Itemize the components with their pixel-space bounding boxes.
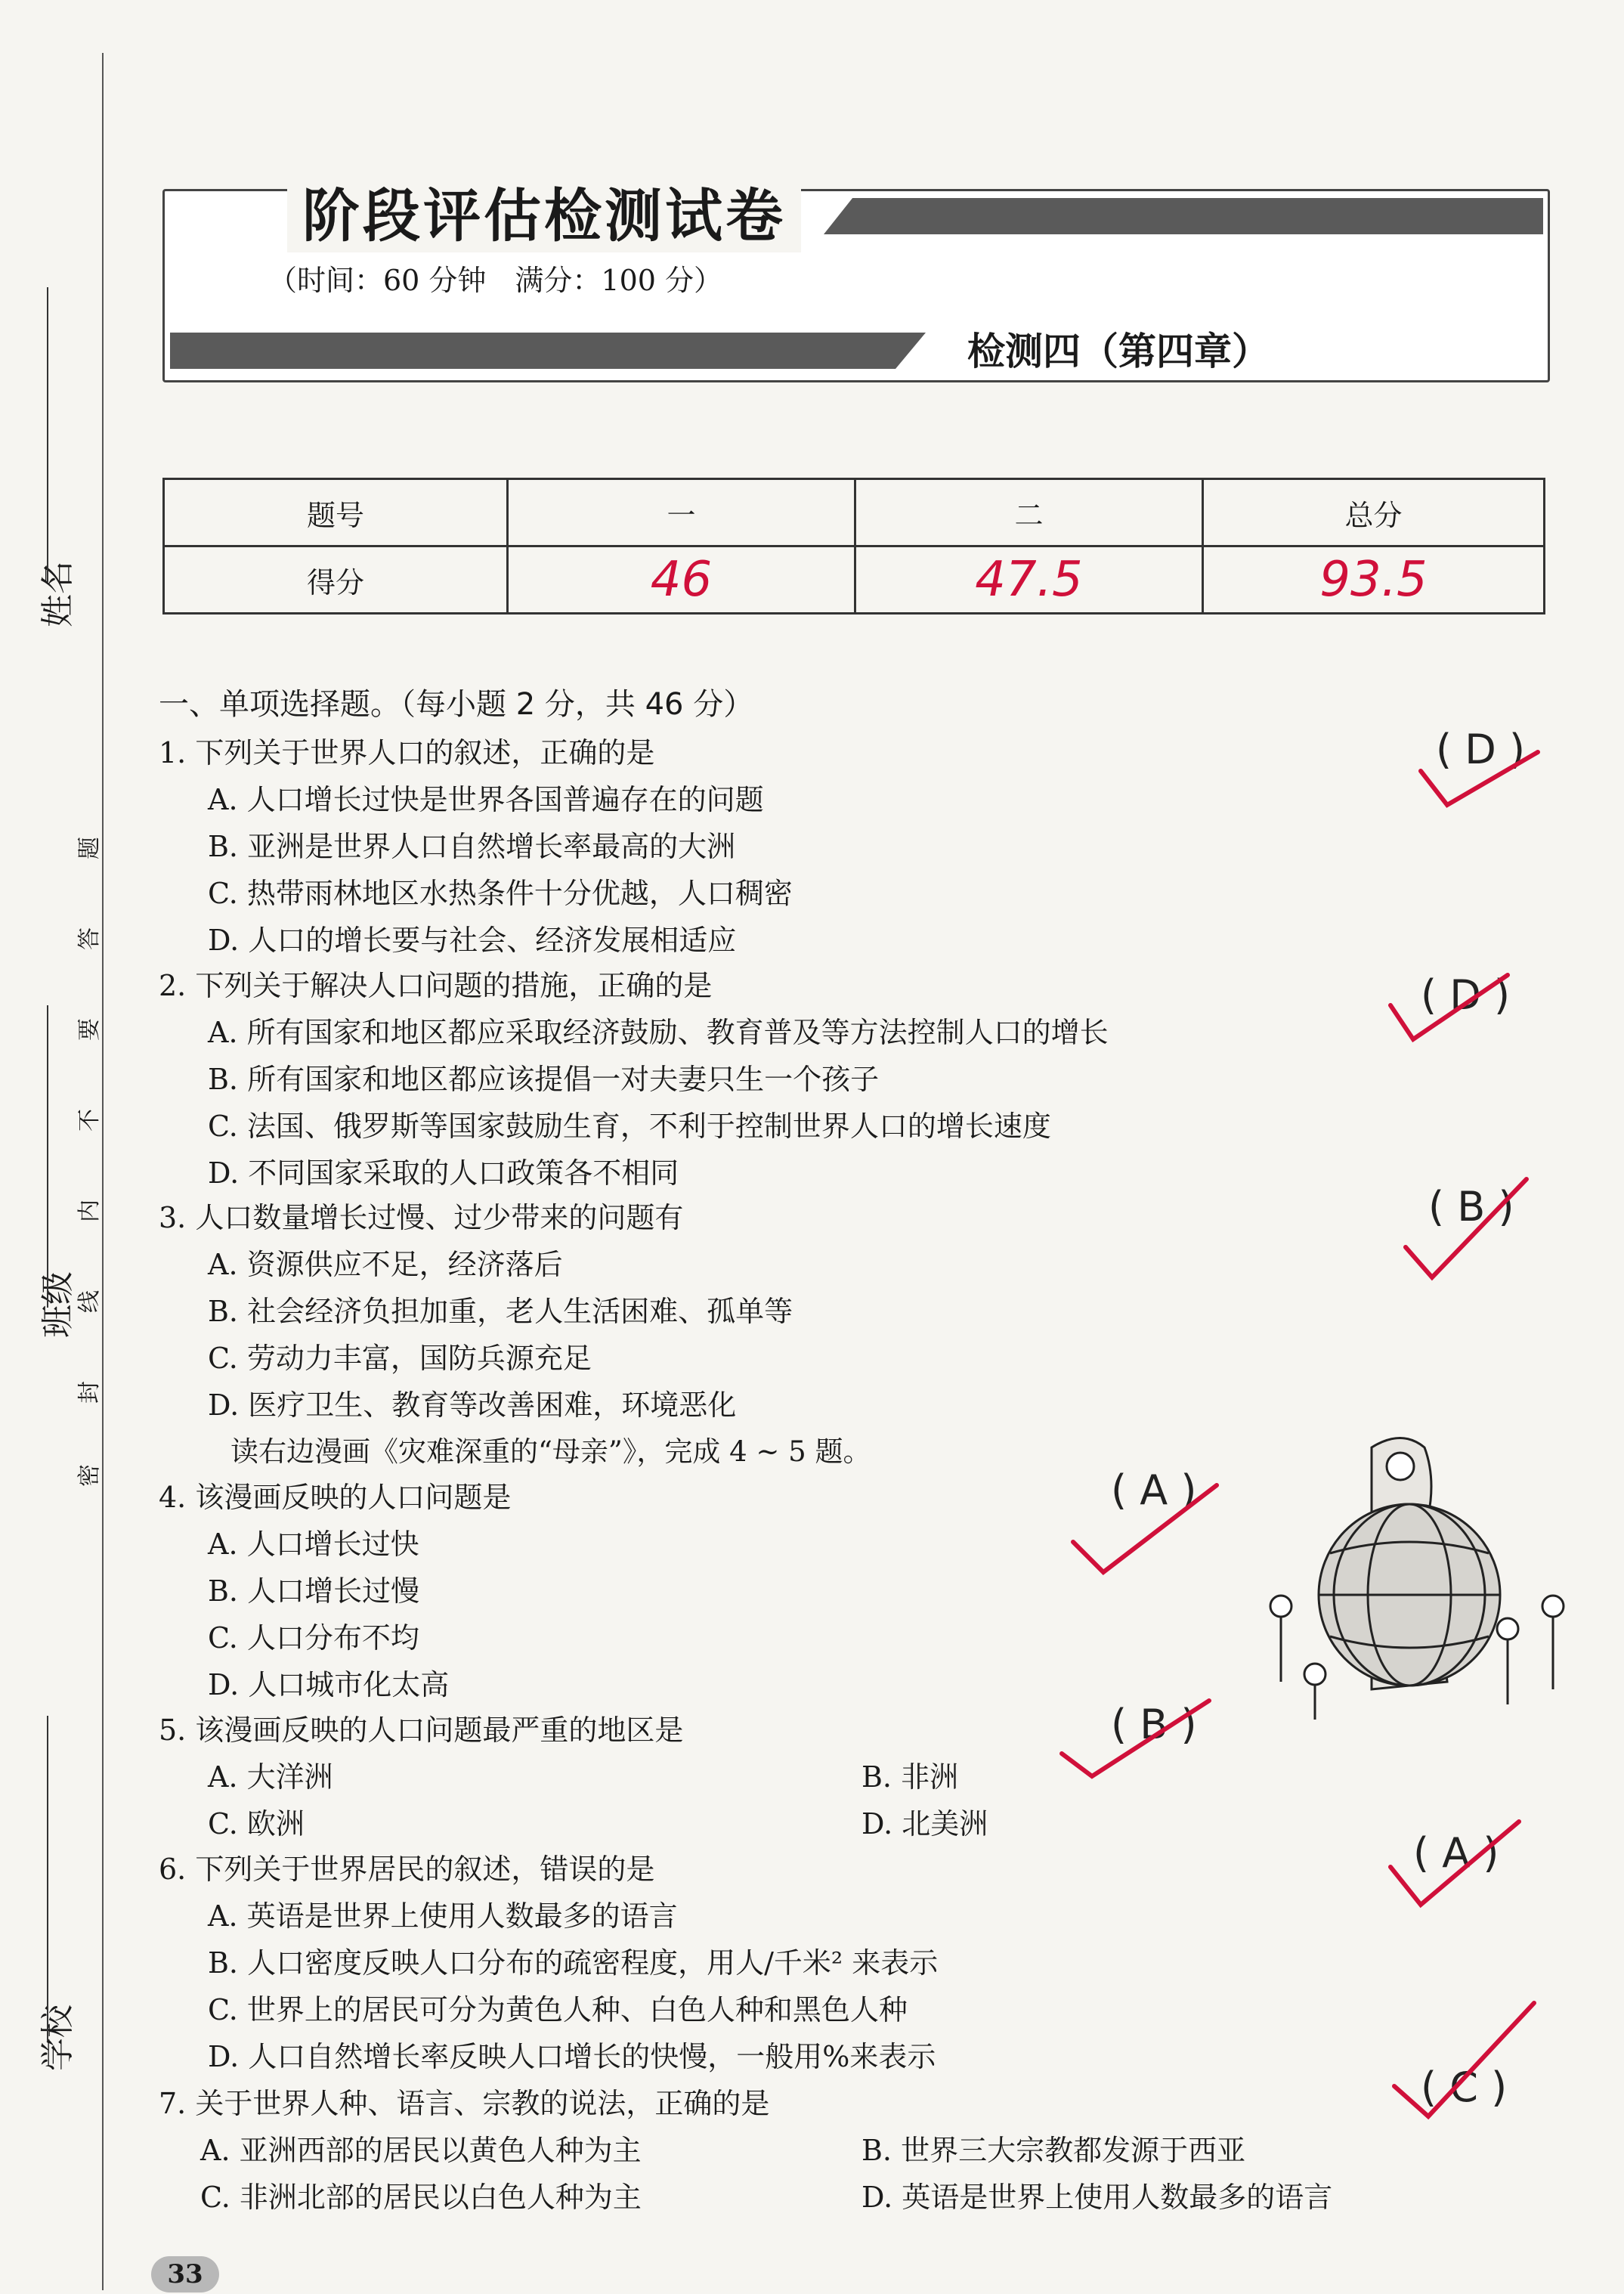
handwritten-score: 93.5 (1319, 552, 1428, 608)
exam-subtitle: （时间：60 分钟 满分：100 分） (268, 264, 723, 297)
question-option: A. 人口增长过快 (208, 1528, 419, 1561)
question-option: D. 人口的增长要与社会、经济发展相适应 (208, 924, 737, 957)
question-stem: 7. 关于世界人种、语言、宗教的说法，正确的是 (159, 2087, 770, 2120)
question-option: A. 资源供应不足，经济落后 (208, 1248, 563, 1281)
question-option: C. 非洲北部的居民以白色人种为主 (200, 2181, 642, 2214)
question-stem: 6. 下列关于世界居民的叙述，错误的是 (159, 1853, 655, 1886)
seal-char: 封 (76, 1381, 103, 1404)
question-option: D. 英语是世界上使用人数最多的语言 (861, 2181, 1333, 2214)
check-mark-icon (1390, 975, 1508, 1039)
question-option: C. 热带雨林地区水热条件十分优越，人口稠密 (208, 877, 793, 910)
name-label: 姓名 (39, 561, 77, 627)
score-header-cell: 总分 (1203, 479, 1545, 546)
question-option: D. 不同国家采取的人口政策各不相同 (208, 1156, 679, 1190)
handwritten-answer: ( D ) (1436, 726, 1526, 773)
handwritten-answer: ( C ) (1421, 2063, 1508, 2111)
exam-unit: 检测四（第四章） (967, 330, 1270, 373)
question-option: B. 所有国家和地区都应该提倡一对夫妻只生一个孩子 (208, 1063, 880, 1096)
question-option: D. 北美洲 (861, 1807, 988, 1840)
question-option: A. 大洋洲 (208, 1760, 333, 1794)
question-option: B. 社会经济负担加重，老人生活困难、孤单等 (208, 1295, 793, 1328)
class-label: 班级 (39, 1271, 77, 1338)
question-option: C. 欧洲 (208, 1807, 305, 1840)
question-option: A. 人口增长过快是世界各国普遍存在的问题 (208, 783, 764, 816)
check-mark-icon (1394, 2003, 1534, 2116)
question-option: D. 人口城市化太高 (208, 1668, 450, 1701)
check-mark-icon (1390, 1822, 1519, 1905)
check-mark-icon (1421, 752, 1538, 805)
seal-char: 题 (76, 837, 103, 859)
question-stem: 3. 人口数量增长过慢、过少带来的问题有 (159, 1201, 684, 1234)
handwritten-answer: ( B ) (1111, 1701, 1197, 1748)
score-header-cell: 题号 (164, 479, 508, 546)
handwritten-score: 47.5 (975, 552, 1083, 608)
question-option: D. 医疗卫生、教育等改善困难，环境恶化 (208, 1388, 737, 1422)
section-title: 一、单项选择题。（每小题 2 分，共 46 分） (159, 687, 754, 722)
seal-char: 内 (76, 1200, 103, 1222)
question-stem: 2. 下列关于解决人口问题的措施，正确的是 (159, 969, 713, 1002)
handwritten-answer: ( A ) (1111, 1466, 1197, 1514)
question-option: C. 劳动力丰富，国防兵源充足 (208, 1342, 592, 1375)
question-stem: 5. 该漫画反映的人口问题最严重的地区是 (159, 1714, 684, 1747)
score-header-cell: 一 (508, 479, 855, 546)
check-mark-icon (1062, 1701, 1209, 1776)
handwritten-answer: ( B ) (1428, 1183, 1514, 1231)
question-option: B. 世界三大宗教都发源于西亚 (861, 2134, 1246, 2167)
score-row-label: 得分 (164, 546, 508, 614)
page-number: 33 (151, 2256, 219, 2292)
handwritten-score: 46 (650, 552, 713, 608)
cartoon-illustration (1258, 1432, 1576, 1735)
comic-intro: 读右边漫画《灾难深重的“母亲”》，完成 4 ~ 5 题。 (230, 1435, 871, 1468)
handwritten-answer: ( A ) (1413, 1829, 1499, 1877)
seal-char: 线 (76, 1290, 103, 1313)
question-option: B. 人口密度反映人口分布的疏密程度，用人/千米² 来表示 (208, 1946, 939, 1980)
question-option: B. 亚洲是世界人口自然增长率最高的大洲 (208, 830, 736, 863)
question-option: A. 亚洲西部的居民以黄色人种为主 (200, 2134, 642, 2167)
school-label: 学校 (39, 2005, 77, 2071)
check-mark-icon (1073, 1485, 1217, 1572)
question-option: C. 法国、俄罗斯等国家鼓励生育，不利于控制世界人口的增长速度 (208, 1110, 1051, 1143)
seal-char: 答 (76, 927, 103, 950)
question-option: A. 所有国家和地区都应采取经济鼓励、教育普及等方法控制人口的增长 (208, 1016, 1109, 1049)
seal-char: 密 (76, 1464, 103, 1487)
question-option: A. 英语是世界上使用人数最多的语言 (208, 1899, 678, 1933)
question-stem: 1. 下列关于世界人口的叙述，正确的是 (159, 736, 655, 769)
seal-char: 要 (76, 1018, 103, 1041)
question-option: B. 人口增长过慢 (208, 1574, 420, 1608)
question-option: D. 人口自然增长率反映人口增长的快慢，一般用%来表示 (208, 2040, 936, 2073)
seal-char: 不 (76, 1109, 103, 1132)
question-option: C. 世界上的居民可分为黄色人种、白色人种和黑色人种 (208, 1993, 908, 2026)
score-header-cell: 二 (855, 479, 1203, 546)
question-option: C. 人口分布不均 (208, 1621, 419, 1655)
check-mark-icon (1406, 1179, 1527, 1277)
exam-title: 阶段评估检测试卷 (287, 170, 801, 252)
question-stem: 4. 该漫画反映的人口问题是 (159, 1481, 512, 1514)
question-option: B. 非洲 (861, 1760, 959, 1794)
handwritten-answer: ( D ) (1421, 971, 1511, 1019)
